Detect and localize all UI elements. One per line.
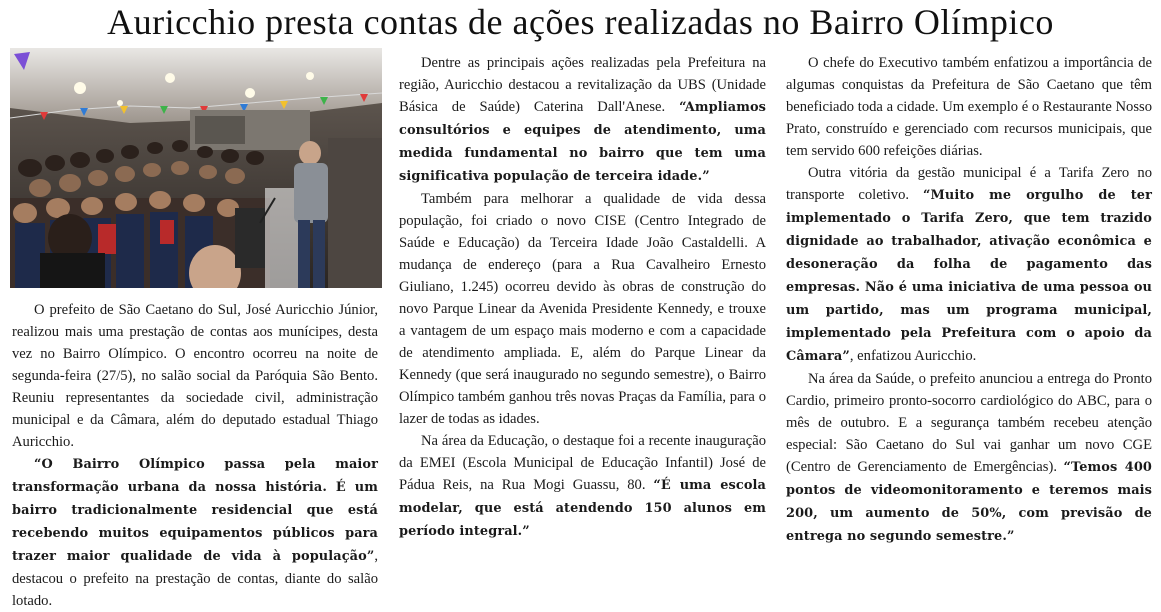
- crowd-photo-illustration: [10, 48, 382, 288]
- quote: “Temos 400 pontos de videomonitoramento e teremos mais 200, um aumento de 50%, com previsão de entrega no segundo semestre.”: [786, 460, 1152, 544]
- event-photo: [10, 48, 382, 288]
- quote: “É uma escola modelar, que está atendendo 150 alunos em período integral.”: [399, 478, 766, 539]
- paragraph: Na área da Saúde, o prefeito anunciou a entrega do Pronto Cardio, primeiro pronto-socorro cardiológico do ABC, para o mês de outubro. E a segurança também recebeu atenção especial: São Caetano do Sul vai ganhar um novo CGE (Centro de Gerenciamento de Emergências). “Temos 400 pontos de videomonitoramento e teremos mais 200, um aumento de 50%, com previsão de entrega no segundo semestre.”: [786, 371, 1152, 544]
- paragraph: O prefeito de São Caetano do Sul, José Auricchio Júnior, realizou mais uma prestação de contas aos munícipes, desta vez no Bairro Olímpico. O encontro ocorreu na noite de segunda-feira (27/5), no salão social da Paróquia São Bento. Reuniu representantes da sociedade civil, administração municipal e da Câmara, além do deputado estadual Thiago Auricchio.: [12, 302, 378, 450]
- paragraph: “O Bairro Olímpico passa pela maior transformação urbana da nossa história. É um bairro tradicionalmente residencial que está recebendo muitos equipamentos públicos para trazer maior qualidade de vida à população”, destacou o prefeito na prestação de contas, diante do salão lotado.: [12, 457, 378, 609]
- article-column-1: [12, 299, 378, 612]
- paragraph: O chefe do Executivo também enfatizou a importância de algumas conquistas da Prefeitura de São Caetano que têm beneficiado toda a cidade. Um exemplo é o Restaurante Nosso Prato, construído e gerenciado com recursos municipais, que tem servido 600 refeições diárias.: [786, 55, 1152, 159]
- paragraph: Dentre as principais ações realizadas pela Prefeitura na região, Auricchio destacou a revitalização da UBS (Unidade Básica de Saúde) Caterina Dall'Anese. “Ampliamos consultórios e equipes de atendimento, uma medida fundamental no bairro que tem uma significativa população de terceira idade.”: [399, 55, 766, 184]
- quote: “Ampliamos consultórios e equipes de atendimento, uma medida fundamental no bairro que tem uma significativa população de terceira idade.”: [399, 100, 766, 184]
- headline: Auricchio presta contas de ações realizadas no Bairro Olímpico: [107, 2, 1054, 42]
- paragraph: Também para melhorar a qualidade de vida dessa população, foi criado o novo CISE (Centro Integrado de Saúde e Educação) da Terceira Idade João Castaldelli. A mudança de endereço (para a Rua Cavalheiro Ernesto Giuliano, 1.245) ocorreu devido às obras de construção do novo Parque Linear da Avenida Presidente Kennedy, e trouxe a vantagem de um espaço mais moderno e com a capacidade de atendimento ampliada. E, além do Parque Linear da Kennedy (que será inaugurado no segundo semestre), o Bairro Olímpico também ganhou três novas Praças da Família, para o lazer de todas as idades.: [399, 191, 766, 427]
- paragraph: Outra vitória da gestão municipal é a Tarifa Zero no transporte coletivo. “Muito me orgulho de ter implementado o Tarifa Zero, que tem trazido dignidade ao trabalhador, ativação econômica e desoneração da folha de pagamento das empresas. Não é uma iniciativa de uma pessoa ou um partido, mas um programa municipal, implementado pela Prefeitura com o apoio da Câmara”, enfatizou Auricchio.: [786, 165, 1152, 364]
- article-column-3: [786, 52, 1152, 548]
- paragraph: Na área da Educação, o destaque foi a recente inauguração da EMEI (Escola Municipal de Educação Infantil) José de Pádua Reis, na Rua Mogi Guassu, 80. “É uma escola modelar, que está atendendo 150 alunos em período integral.”: [399, 433, 766, 539]
- article-column-2: [399, 52, 766, 543]
- quote: “Muito me orgulho de ter implementado o Tarifa Zero, que tem trazido dignidade ao trabalhador, ativação econômica e desoneração da folha de pagamento das empresas. Não é uma iniciativa de uma pessoa ou um partido, mas um programa municipal, implementado pela Prefeitura com o apoio da Câmara”: [786, 188, 1152, 364]
- quote: “O Bairro Olímpico passa pela maior transformação urbana da nossa história. É um bairro tradicionalmente residencial que está recebendo muitos equipamentos públicos para trazer maior qualidade de vida à população”: [12, 457, 378, 564]
